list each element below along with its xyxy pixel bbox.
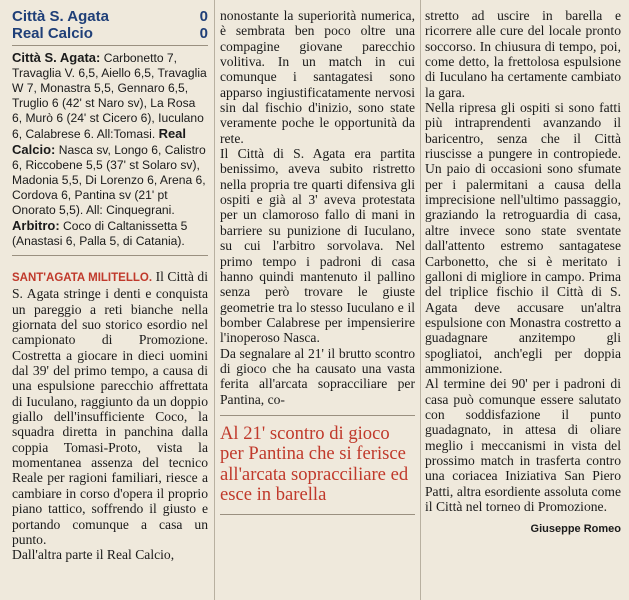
column-2 (220, 8, 415, 515)
article-paragraph: Il Città di S. Agata era partita benissimo, aveva subito ristretto nella propria tre quarti difensiva gli ospiti e già al 3' aveva protestata per un clamoroso fallo di mani in barriere su punizione di Iuculano, su cui l'arbitro sorvolava. Nel primo tempo i padroni di casa hanno quindi mantenuto il pallino senza però trovare le giuste geometrie tra lo stesso Iuculano e il bomber Calabrese per impensierire l'inoperoso Nasca. (220, 146, 415, 346)
article-paragraph: Al termine dei 90' per i padroni di casa può comunque essere salutato con soddisfazione il punto guadagnato, in attesa di oliare meglio i meccanismi in vista del prossimo match in trasferta contro una coriacea Iniziativa San Piero Patti, altra esordiente assoluta come il Città nel torneo di Promozione. (425, 376, 621, 514)
column-divider (214, 0, 215, 600)
article-paragraph: Da segnalare al 21' il brutto scontro di gioco che ha causato una vasta ferita all'arcata sopracciliare per Pantina, co- (220, 345, 415, 407)
score-away (12, 25, 208, 42)
home-goals: 0 (199, 8, 208, 25)
article-paragraph (12, 269, 208, 547)
article-text: Il Città di S. Agata stringe i denti e conquista un pareggio a reti bianche nella giornata del suo storico esordio nel campionato di Promozione. Costretta a giocare in dieci uomini dal 39' del primo tempo, a causa di una espulsione parecchio affrettata di Iuculano, raggiunto da un doppio giallo dell'insufficiente Coco, la squadra diretta in panchina dalla coppia Tomasi-Proto, vista la momentanea assenza del tecnico Reale per ragioni familiari, riesce a cambiare in corso d'opera il proprio piano tattico, soffrendo il giusto e portando comunque a casa un punto. (12, 269, 208, 547)
home-lineup: Carbonetto 7, Travaglia V. 6,5, Aiello 6,5, Travaglia W 7, Monastra 5,5, Gennaro 6,5, Truglio 6 (42' st Naro sv), La Rosa 6, Murò 6 (24' st Cicero 6), Iuculano 6, Calabrese 6. All:Tomasi. (12, 51, 207, 141)
score-home (12, 8, 208, 25)
lineups (12, 50, 208, 256)
referee-info: Coco di Caltanissetta 5 (Anastasi 6, Palla 5, di Catania). (12, 219, 188, 248)
away-goals: 0 (199, 25, 208, 42)
scoreboard (12, 8, 208, 46)
away-team-name: Real Calcio (12, 25, 93, 42)
column-divider (420, 0, 421, 600)
away-lineup-label: Real Calcio: (12, 126, 187, 157)
column-1 (12, 8, 208, 563)
byline: Giuseppe Romeo (530, 523, 621, 536)
column-3 (425, 8, 621, 538)
article-paragraph: stretto ad uscire in barella e ricorrere alle cure del locale pronto soccorso. In chiusura di tempo, poi, come detto, la frettolosa espulsione di Iuculano ha certamente cambiato la gara. (425, 8, 621, 100)
dateline: SANT'AGATA MILITELLO. (12, 272, 153, 284)
article-paragraph: Nella ripresa gli ospiti si sono fatti più intraprendenti avanzando il baricentro, senza che il Città riuscisse a pungere in contropiede. Un paio di occasioni sono sfumate per i palermitani a causa della imprecisione nell'ultimo passaggio, graziando la retroguardia di casa, altre invece sono state sventate dall'attento estremo santagatese Carbonetto, che si è meritato i galloni di migliore in campo. Prima del triplice fischio il Città di S. Agata deve accusare un'altra espulsione con Monastra costretto a guadagnare anzitempo gli spogliatoi, anch'egli per doppia ammonizione. (425, 100, 621, 376)
referee-label: Arbitro: (12, 218, 60, 233)
article-paragraph: nonostante la superiorità numerica, è sembrata ben poco oltre una compagine giovane parecchio volitiva. In un match in cui comunque i santagatesi sono apparso ingiustificatamente nervosi sin dal fischio d'inizio, sono state veramente poche le opportunità da rete. (220, 8, 415, 146)
home-lineup-label: Città S. Agata: (12, 50, 101, 65)
article-paragraph: Dall'altra parte il Real Calcio, (12, 547, 175, 563)
pull-quote: Al 21' scontro di gioco per Pantina che si ferisce all'arcata sopracciliare ed esce in barella (220, 422, 409, 506)
pull-quote-box (220, 415, 415, 515)
away-lineup: Nasca sv, Longo 6, Calistro 6, Riccobene 5,5 (37' st Solaro sv), Madonia 5,5, Di Lorenzo 6, Arena 6, Cordova 6, Pantina sv (21' pt Onorato 5,5). All: Cinquegrani. (12, 143, 206, 217)
home-team-name: Città S. Agata (12, 8, 109, 25)
